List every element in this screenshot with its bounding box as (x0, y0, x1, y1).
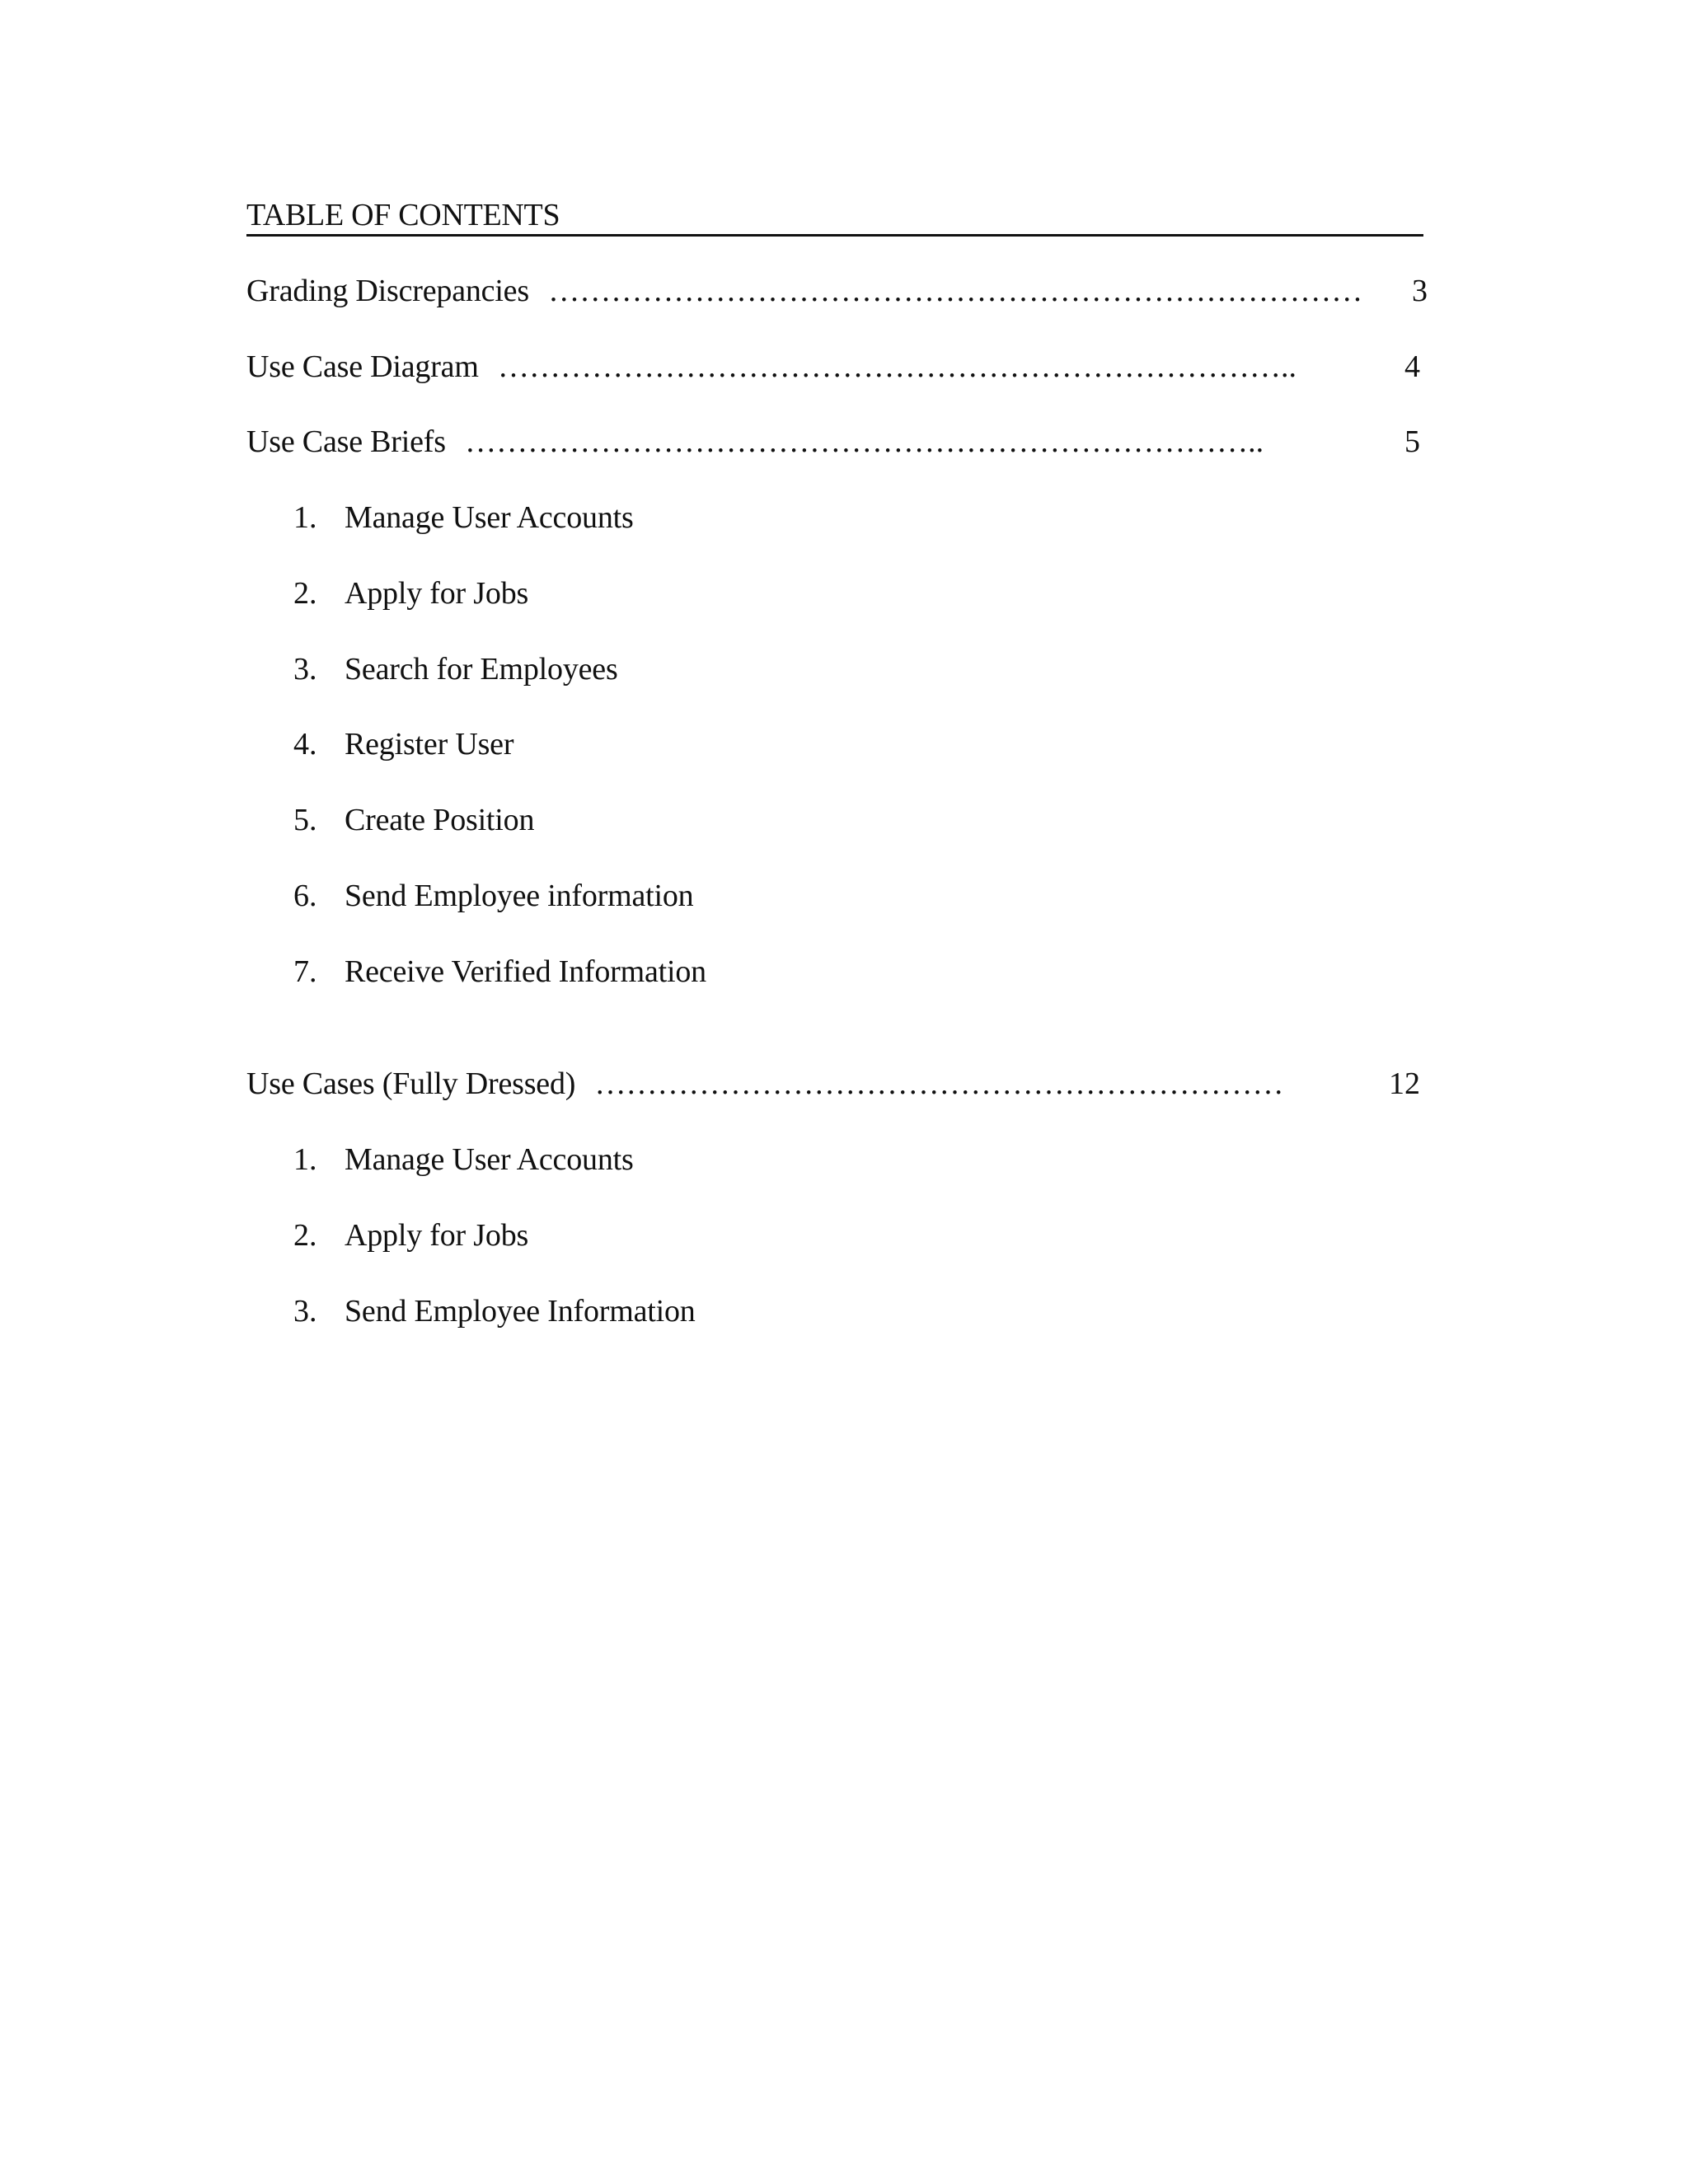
toc-entry-use-case-diagram[interactable] (246, 348, 1296, 386)
list-item[interactable] (293, 1216, 528, 1254)
dot-leader: …………………………………………………………………… (548, 274, 1363, 308)
list-item[interactable] (293, 574, 528, 612)
toc-heading-underline (246, 196, 1423, 237)
list-item-text: Apply for Jobs (345, 576, 529, 611)
list-item-number: 3. (293, 652, 317, 687)
list-item-text: Send Employee Information (345, 1294, 696, 1329)
list-item-number: 4. (293, 727, 317, 762)
toc-entry-label: Use Case Diagram (246, 349, 479, 384)
dot-leader: ………………………………………………………………….. (498, 349, 1297, 384)
list-item[interactable] (293, 499, 634, 537)
list-item[interactable] (293, 1292, 696, 1330)
list-item-number: 6. (293, 879, 317, 913)
list-item-text: Receive Verified Information (345, 954, 706, 989)
list-item[interactable] (293, 801, 534, 839)
dot-leader: ………………………………………………………………….. (465, 424, 1264, 459)
list-item[interactable] (293, 953, 706, 991)
list-item-number: 2. (293, 576, 317, 611)
list-item-text: Apply for Jobs (345, 1218, 529, 1253)
toc-entry-grading-discrepancies[interactable] (246, 272, 1362, 310)
toc-entry-use-cases-fully-dressed[interactable] (246, 1065, 1284, 1103)
toc-entry-label: Use Cases (Fully Dressed) (246, 1066, 576, 1101)
list-item-number: 3. (293, 1294, 317, 1329)
list-item-number: 2. (293, 1218, 317, 1253)
list-item-text: Search for Employees (345, 652, 618, 687)
toc-entry-label: Grading Discrepancies (246, 274, 529, 308)
toc-entry-page-number: 12 (1389, 1066, 1420, 1101)
toc-entry-page-number: 4 (1404, 349, 1420, 384)
list-item-number: 1. (293, 500, 317, 535)
list-item-number: 1. (293, 1142, 317, 1177)
list-item-number: 7. (293, 954, 317, 989)
list-item-text: Manage User Accounts (345, 500, 634, 535)
list-item-text: Register User (345, 727, 514, 762)
toc-entry-use-case-briefs[interactable] (246, 423, 1264, 461)
list-item[interactable] (293, 725, 513, 763)
list-item-text: Send Employee information (345, 879, 694, 913)
dot-leader: ………………………………………………………… (594, 1066, 1284, 1101)
list-item-number: 5. (293, 803, 317, 837)
toc-entry-page-number: 3 (1412, 274, 1428, 308)
list-item-text: Create Position (345, 803, 535, 837)
list-item[interactable] (293, 1141, 634, 1179)
toc-entry-label: Use Case Briefs (246, 424, 446, 459)
toc-entry-page-number: 5 (1404, 424, 1420, 459)
toc-heading: TABLE OF CONTENTS (246, 198, 560, 232)
list-item-text: Manage User Accounts (345, 1142, 634, 1177)
list-item[interactable] (293, 650, 618, 688)
list-item[interactable] (293, 877, 693, 915)
